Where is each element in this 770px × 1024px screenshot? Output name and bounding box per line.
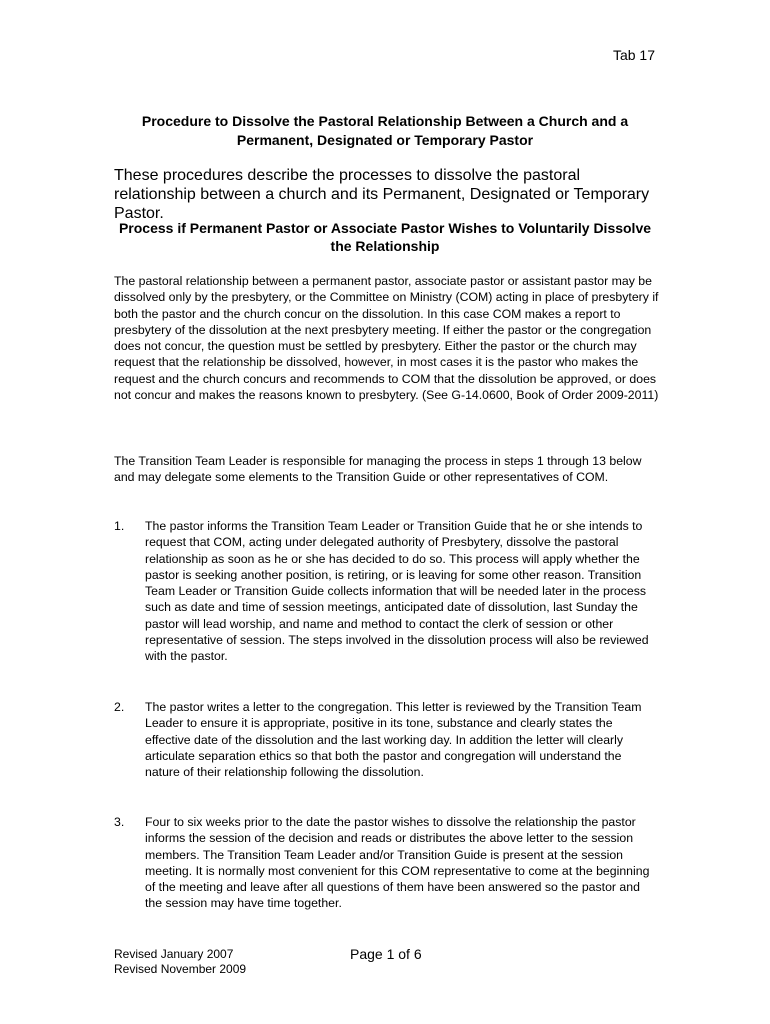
revision-date-1: Revised January 2007: [114, 947, 234, 961]
revision-date-2: Revised November 2009: [114, 962, 247, 976]
step-text: The pastor writes a letter to the congregation. This letter is reviewed by the Transition Team Leader to ensure it is appropriate, positive in its tone, substance and clearly states the effective date of the dissolution and the last working day. In addition the letter will clearly articulate separation ethics so that both the pastor and congregation will understand the nature of their relationship following the dissolution.: [145, 700, 642, 780]
step-number: 1.: [114, 519, 125, 533]
step-text: The pastor informs the Transition Team Leader or Transition Guide that he or she intends to request that COM, acting under delegated authority of Presbytery, dissolve the pastoral relationship as soon as he or she has decided to do so. This process will apply whether the pastor is seeking another position, is retiring, or is leaving for some other reason. Transition Team Leader or Transition Guide collects information that will be needed later in the process such as date and time of session meetings, anticipated date of dissolution, last Sunday the pastor will lead worship, and name and method to contact the clerk of session or other representative of session. The steps involved in the dissolution process will also be reviewed with the pastor.: [145, 519, 649, 664]
step-text: Four to six weeks prior to the date the pastor wishes to dissolve the relationship the pastor informs the session of the decision and reads or distributes the above letter to the session members. The Transition Team Leader and/or Transition Guide is present at the session meeting. It is normally most convenient for this COM representative to come at the beginning of the meeting and leave after all questions of them have been answered so the pastor and the session may have time together.: [145, 815, 650, 911]
intro-paragraph: These procedures describe the processes to dissolve the pastoral relationship between a church and its Permanent, Designated or Temporary Pastor.: [114, 167, 650, 222]
body-paragraph: The Transition Team Leader is responsible for managing the process in steps 1 through 13 below and may delegate some elements to the Transition Guide or other representatives of COM.: [114, 454, 642, 485]
section-title: Process if Permanent Pastor or Associate Pastor Wishes to Voluntarily Dissolve the Relationship: [118, 220, 652, 254]
body-paragraph: The pastoral relationship between a permanent pastor, associate pastor or assistant pastor may be dissolved only by the presbytery, or the Committee on Ministry (COM) acting in place of presbytery if both the pastor and the church concur on the dissolution. In this case COM makes a report to presbytery of the dissolution at the next presbytery meeting. If either the pastor or the congregation does not concur, the question must be settled by presbytery. Either the pastor or the church may request that the relationship be dissolved, however, in most cases it is the pastor who makes the request and the church concurs and recommends to COM that the dissolution be approved, or does not concur and makes the reasons known to presbytery. (See G-14.0600, Book of Order 2009-2011): [114, 274, 659, 403]
step-number: 2.: [114, 700, 125, 714]
tab-label: Tab 17: [612, 47, 655, 63]
step-number: 3.: [114, 815, 125, 829]
page-number: Page 1 of 6: [350, 946, 422, 962]
revision-notes: [114, 947, 246, 977]
document-title: Procedure to Dissolve the Pastoral Relationship Between a Church and a Permanent, Designated or Temporary Pastor: [141, 113, 629, 148]
